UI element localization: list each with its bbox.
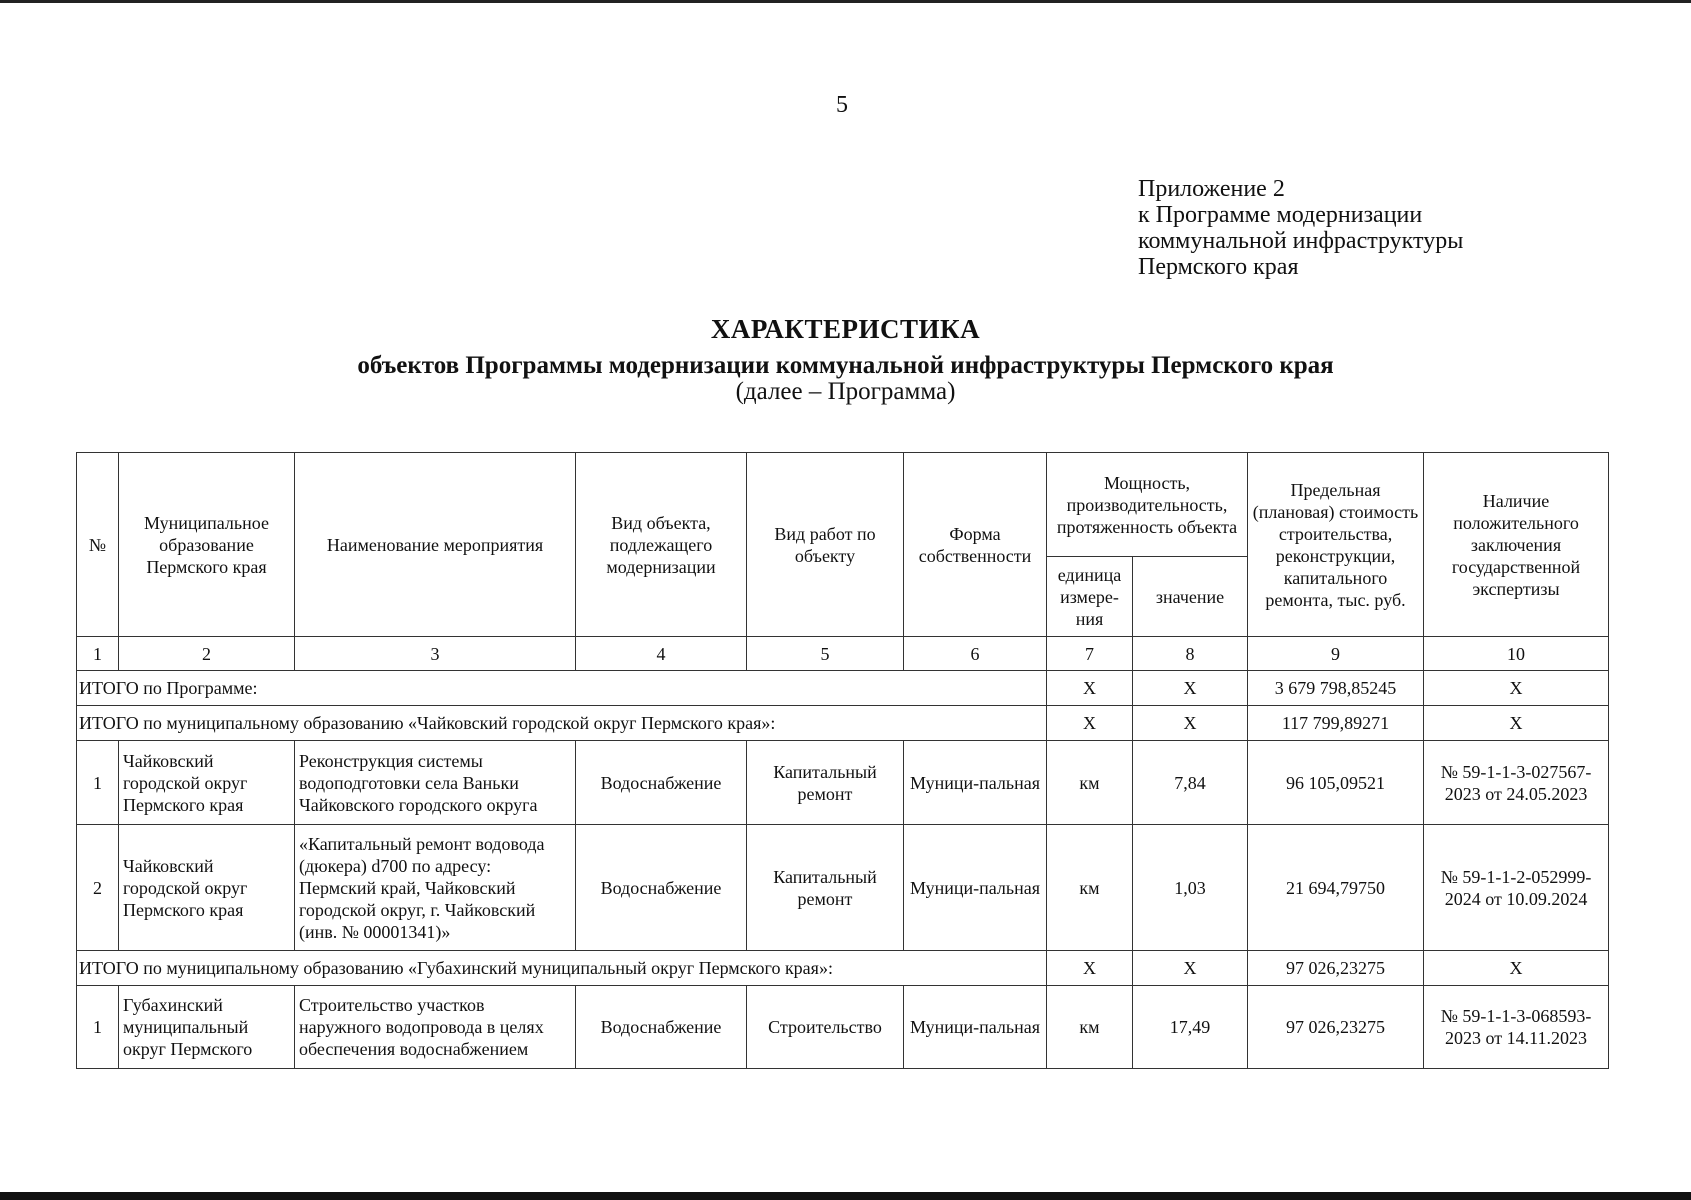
- row-unit: км: [1047, 825, 1133, 951]
- row-value: 7,84: [1133, 741, 1248, 825]
- header-municipality: Муниципальное образование Пермского края: [119, 453, 295, 637]
- total-chaykovsky-cost: 117 799,89271: [1248, 706, 1424, 741]
- document-subtitle: объектов Программы модернизации коммунальной инфраструктуры Пермского края: [357, 352, 1334, 379]
- row-event-name: Строительство участков наружного водопровода в целях обеспечения водоснабжением: [295, 986, 576, 1069]
- appendix-line-1: Приложение 2: [1138, 176, 1285, 202]
- header-cost: Предельная (плановая) стоимость строительства, реконструкции, капитального ремонта, тыс. руб.: [1248, 453, 1424, 637]
- row-object-type: Водоснабжение: [576, 986, 747, 1069]
- column-number: 4: [576, 637, 747, 671]
- appendix-line-3: коммунальной инфраструктуры: [1138, 228, 1464, 254]
- row-num: 1: [77, 986, 119, 1069]
- total-program-cost: 3 679 798,85245: [1248, 671, 1424, 706]
- total-program-unit: Х: [1047, 671, 1133, 706]
- header-unit: единица измере-ния: [1047, 557, 1133, 637]
- row-work-type: Капитальный ремонт: [747, 741, 904, 825]
- table-row: [77, 986, 1609, 1069]
- header-object-type: Вид объекта, подлежащего модернизации: [576, 453, 747, 637]
- total-chaykovsky-row: [77, 706, 1609, 741]
- total-program-label: ИТОГО по Программе:: [77, 671, 1047, 706]
- document-title: ХАРАКТЕРИСТИКА: [710, 314, 981, 344]
- row-num: 2: [77, 825, 119, 951]
- bottom-border: [0, 1192, 1691, 1200]
- total-gubakha-expertise: Х: [1424, 951, 1609, 986]
- row-value: 17,49: [1133, 986, 1248, 1069]
- row-num: 1: [77, 741, 119, 825]
- header-capacity: Мощность, производительность, протяженность объекта: [1047, 453, 1248, 557]
- row-expertise: № 59-1-1-2-052999-2024 от 10.09.2024: [1424, 825, 1609, 951]
- row-expertise: № 59-1-1-3-027567-2023 от 24.05.2023: [1424, 741, 1609, 825]
- column-number: 3: [295, 637, 576, 671]
- header-expertise: Наличие положительного заключения государственной экспертизы: [1424, 453, 1609, 637]
- row-cost: 97 026,23275: [1248, 986, 1424, 1069]
- row-municipality: Губахинский муниципальный округ Пермского: [119, 986, 295, 1069]
- total-gubakha-cost: 97 026,23275: [1248, 951, 1424, 986]
- appendix-line-4: Пермского края: [1138, 254, 1299, 280]
- header-row-1: [77, 453, 1609, 557]
- row-value: 1,03: [1133, 825, 1248, 951]
- header-ownership: Форма собственности: [904, 453, 1047, 637]
- row-ownership: Муници-пальная: [904, 986, 1047, 1069]
- row-unit: км: [1047, 741, 1133, 825]
- appendix-block: [1138, 176, 1463, 280]
- row-expertise: № 59-1-1-3-068593-2023 от 14.11.2023: [1424, 986, 1609, 1069]
- row-ownership: Муници-пальная: [904, 825, 1047, 951]
- table-row: [77, 825, 1609, 951]
- column-number: 7: [1047, 637, 1133, 671]
- row-object-type: Водоснабжение: [576, 825, 747, 951]
- total-gubakha-unit: Х: [1047, 951, 1133, 986]
- page-number: 5: [836, 92, 848, 118]
- total-chaykovsky-value: Х: [1133, 706, 1248, 741]
- top-border: [0, 0, 1691, 3]
- document-subnote: (далее – Программа): [735, 378, 956, 405]
- row-cost: 21 694,79750: [1248, 825, 1424, 951]
- row-work-type: Капитальный ремонт: [747, 825, 904, 951]
- total-chaykovsky-expertise: Х: [1424, 706, 1609, 741]
- column-number: 9: [1248, 637, 1424, 671]
- column-numbers-row: [77, 637, 1609, 671]
- row-ownership: Муници-пальная: [904, 741, 1047, 825]
- total-program-row: [77, 671, 1609, 706]
- total-gubakha-row: [77, 951, 1609, 986]
- objects-table: [76, 452, 1609, 1069]
- row-municipality: Чайковский городской округ Пермского края: [119, 825, 295, 951]
- row-event-name: «Капитальный ремонт водовода (дюкера) d700 по адресу: Пермский край, Чайковский городской округ, г. Чайковский (инв. № 00001341)»: [295, 825, 576, 951]
- column-number: 1: [77, 637, 119, 671]
- header-value: значение: [1133, 557, 1248, 637]
- column-number: 5: [747, 637, 904, 671]
- row-work-type: Строительство: [747, 986, 904, 1069]
- row-cost: 96 105,09521: [1248, 741, 1424, 825]
- header-num: №: [77, 453, 119, 637]
- total-program-expertise: Х: [1424, 671, 1609, 706]
- row-municipality: Чайковский городской округ Пермского края: [119, 741, 295, 825]
- column-number: 8: [1133, 637, 1248, 671]
- row-object-type: Водоснабжение: [576, 741, 747, 825]
- total-program-value: Х: [1133, 671, 1248, 706]
- total-gubakha-label: ИТОГО по муниципальному образованию «Губахинский муниципальный округ Пермского края»:: [77, 951, 1047, 986]
- header-work-type: Вид работ по объекту: [747, 453, 904, 637]
- column-number: 10: [1424, 637, 1609, 671]
- appendix-line-2: к Программе модернизации: [1138, 202, 1423, 228]
- total-gubakha-value: Х: [1133, 951, 1248, 986]
- column-number: 2: [119, 637, 295, 671]
- table-row: [77, 741, 1609, 825]
- total-chaykovsky-unit: Х: [1047, 706, 1133, 741]
- total-chaykovsky-label: ИТОГО по муниципальному образованию «Чайковский городской округ Пермского края»:: [77, 706, 1047, 741]
- row-unit: км: [1047, 986, 1133, 1069]
- row-event-name: Реконструкция системы водоподготовки села Ваньки Чайковского городского округа: [295, 741, 576, 825]
- column-number: 6: [904, 637, 1047, 671]
- header-event-name: Наименование мероприятия: [295, 453, 576, 637]
